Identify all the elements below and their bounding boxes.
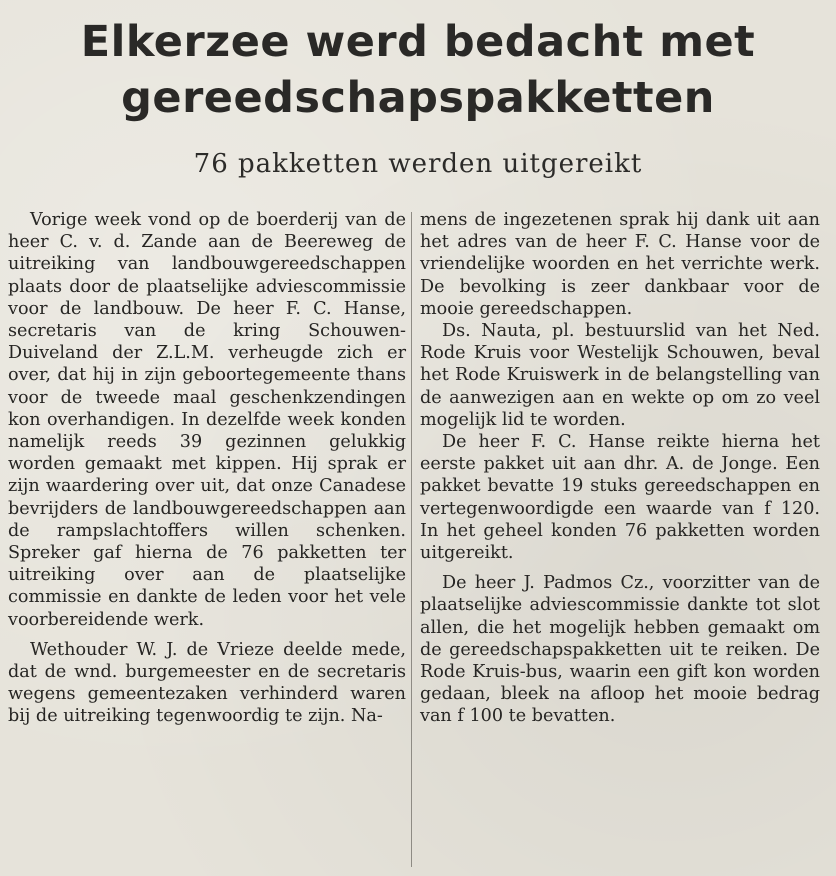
headline (0, 14, 836, 126)
headline-line-1: Elkerzee werd bedacht met (80, 17, 756, 67)
paragraph-red-cross: Ds. Nauta, pl. bestuurslid van het Ned. Rode Kruis voor Westelijk Schouwen, beval het Rode Kruiswerk in de belangstelling van de aanwezigen aan en wekte op om zo veel mogelijk lid te worden. (420, 321, 820, 430)
paragraph-closing: De heer J. Padmos Cz., voorzitter van de plaatselijke adviescommissie dankte tot slot allen, die het mogelijk hebben gemaakt om de gereedschapspakketten uit te reiken. De Rode Kruis-bus, waarin een gift kon worden gedaan, bleek na afloop het mooie bedrag van f 100 te bevatten. (420, 573, 820, 727)
article-column-left (8, 209, 406, 728)
column-divider (411, 212, 412, 867)
paragraph-first-package: De heer F. C. Hanse reikte hierna het eerste pakket uit aan dhr. A. de Jonge. Een pakket bevatte 19 stuks gereedschappen en vertegenwoordigde een waarde van f 120. In het geheel konden 76 pakketten worden uitgereikt. (420, 432, 820, 564)
paragraph-continuation: mens de ingezetenen sprak hij dank uit aan het adres van de heer F. C. Hanse voor de vriendelijke woorden en het verrichte werk. De bevolking is zeer dankbaar voor de mooie gereedschappen. (420, 210, 820, 319)
paragraph-opening: Vorige week vond op de boerderij van de heer C. v. d. Zande aan de Beereweg de uitreiking van landbouwgereedschappen plaats door de plaatselijke adviescommissie voor de landbouw. De heer F. C. Hanse, secretaris van de kring Schouwen-Duiveland der Z.L.M. verheugde zich er over, dat hij in zijn geboortegemeente thans voor de tweede maal geschenkzendingen kon overhandigen. In dezelfde week konden namelijk reeds 39 gezinnen gelukkig worden gemaakt met kippen. Hij sprak er zijn waardering over uit, dat onze Canadese bevrijders de landbouwgereedschappen aan de rampslachtoffers willen schenken. Spreker gaf hierna de 76 pakketten ter uitreiking over aan de plaatselijke commissie en dankte de leden voor het vele voorbereidende werk. (8, 210, 406, 630)
article-column-right (420, 209, 820, 728)
paragraph-alderman: Wethouder W. J. de Vrieze deelde mede, dat de wnd. burgemeester en de secretaris wegens gemeentezaken verhinderd waren bij de uitreiking tegenwoordig te zijn. Na- (8, 639, 406, 727)
headline-line-2: gereedschapspakketten (121, 73, 715, 123)
subheadline: 76 pakketten werden uitgereikt (193, 149, 643, 179)
